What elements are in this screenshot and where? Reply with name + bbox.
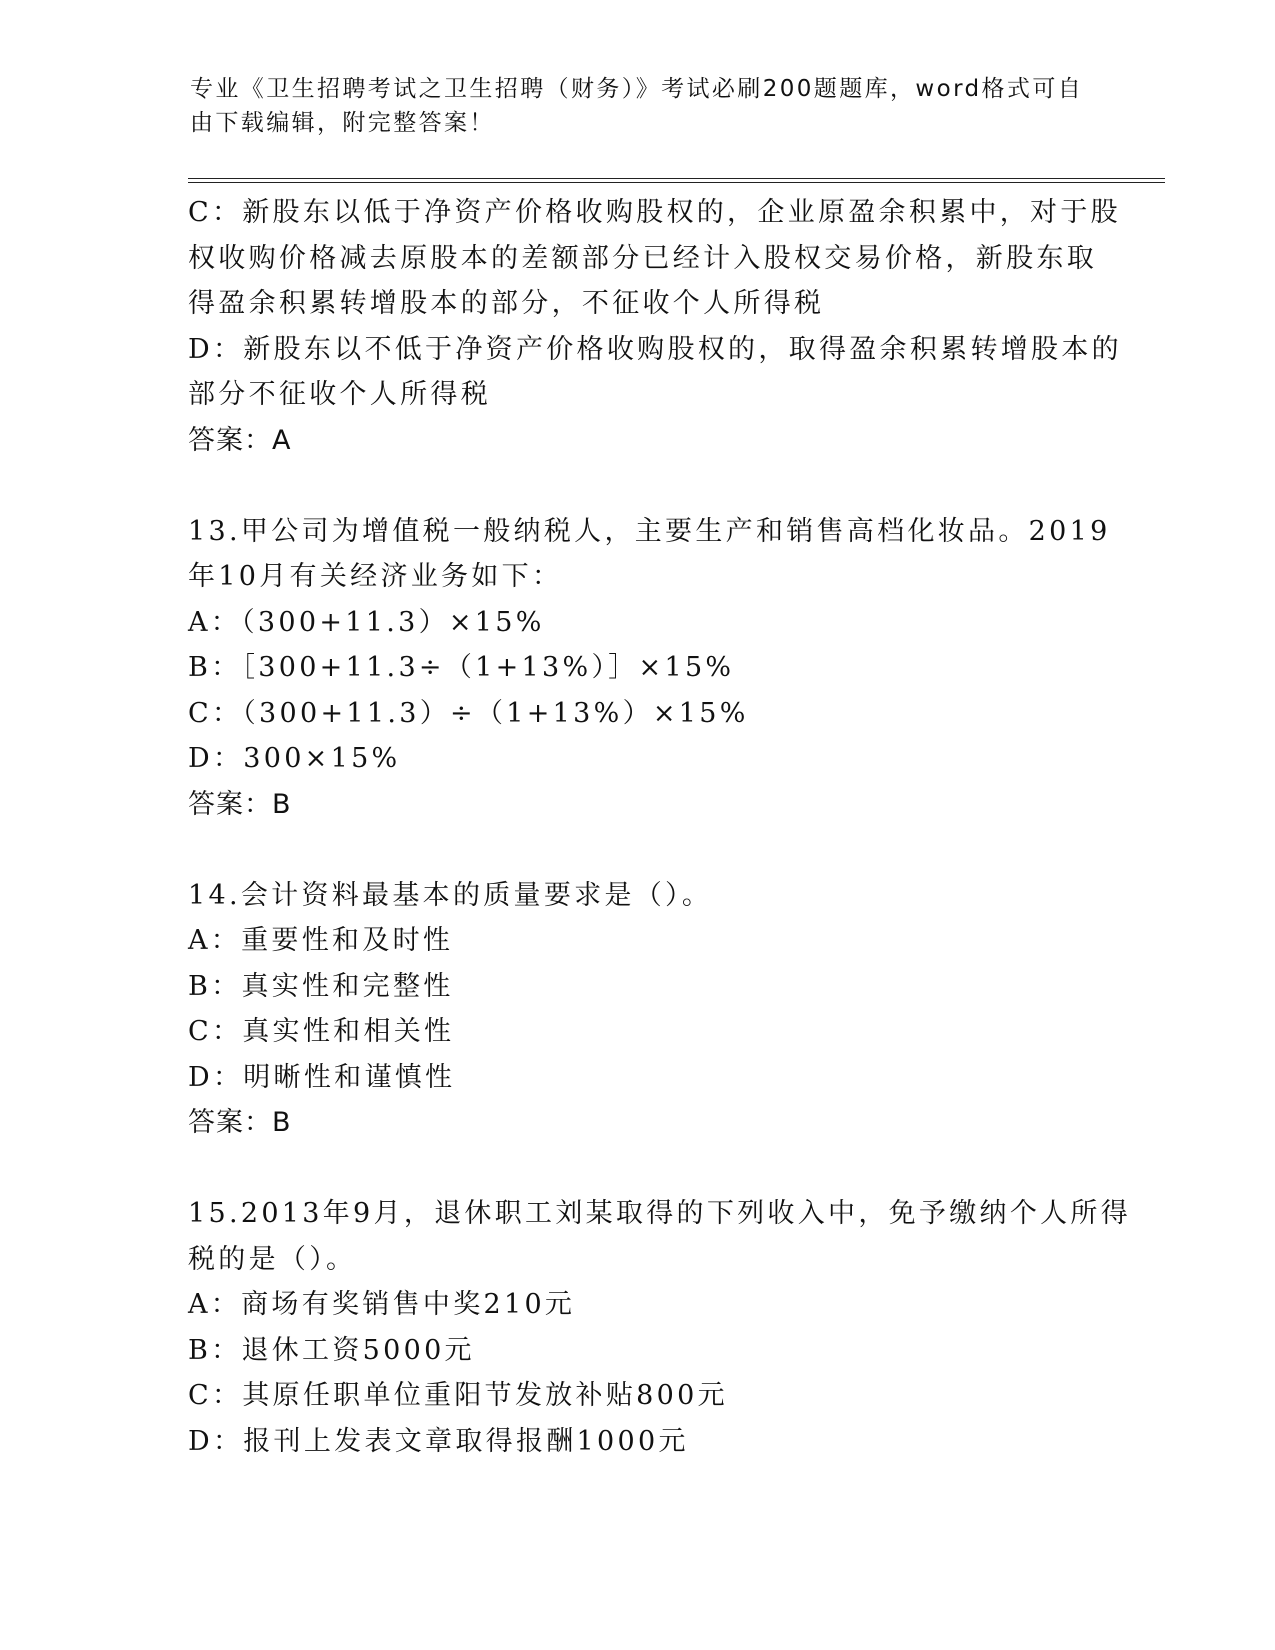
- option-d: D：报刊上发表文章取得报酬1000元: [188, 1425, 689, 1457]
- header-title-line-2: 由下载编辑，附完整答案！: [190, 110, 495, 136]
- option-c-line-3: 得盈余积累转增股本的部分，不征收个人所得税: [188, 288, 825, 319]
- question-stem-line-1: 15.2013年9月，退休职工刘某取得的下列收入中，免予缴纳个人所得: [188, 1198, 1132, 1229]
- question-list: [188, 190, 1132, 1464]
- question-15: [188, 1191, 1132, 1464]
- question-13: [188, 509, 1111, 828]
- question-stem-line-2: 税的是（）。: [188, 1243, 357, 1275]
- option-c: C：真实性和相关性: [188, 1016, 455, 1047]
- question-12-continued: [188, 190, 1122, 463]
- question-stem-line-1: 13.甲公司为增值税一般纳税人，主要生产和销售高档化妆品。2019: [188, 515, 1111, 547]
- option-a: A：重要性和及时性: [188, 925, 454, 956]
- option-d-line-1: D：新股东以不低于净资产价格收购股权的，取得盈余积累转增股本的: [188, 333, 1122, 365]
- option-b: B：真实性和完整性: [188, 970, 454, 1002]
- question-stem-line-1: 14.会计资料最基本的质量要求是（）。: [188, 879, 713, 911]
- header-title-line-1: 专业《卫生招聘考试之卫生招聘（财务）》考试必刷200题题库，word格式可自: [190, 76, 1084, 102]
- answer-line: 答案：A: [188, 424, 292, 456]
- spacer: [188, 463, 1088, 509]
- option-a: A：（300+11.3）×15%: [188, 606, 545, 638]
- option-a: A：商场有奖销售中奖210元: [188, 1289, 576, 1320]
- option-c-line-2: 权收购价格减去原股本的差额部分已经计入股权交易价格，新股东取: [188, 242, 1097, 274]
- option-d-line-2: 部分不征收个人所得税: [188, 379, 491, 410]
- option-b: B：［300+11.3÷（1+13%）］×15%: [188, 652, 735, 683]
- option-c-line-1: C：新股东以低于净资产价格收购股权的，企业原盈余积累中，对于股: [188, 197, 1121, 228]
- option-d: D：明晰性和谨慎性: [188, 1061, 456, 1093]
- question-14: [188, 873, 1088, 1146]
- header-divider: [188, 178, 1165, 183]
- option-d: D：300×15%: [188, 743, 401, 774]
- question-stem-line-2: 年10月有关经济业务如下：: [188, 561, 563, 592]
- document-header: [190, 72, 1090, 140]
- option-c: C：（300+11.3）÷（1+13%）×15%: [188, 697, 749, 729]
- option-b: B：退休工资5000元: [188, 1334, 475, 1366]
- option-c: C：其原任职单位重阳节发放补贴800元: [188, 1380, 728, 1411]
- spacer: [188, 827, 1088, 873]
- spacer: [188, 1146, 1088, 1192]
- answer-line: 答案：B: [188, 788, 292, 820]
- answer-line: 答案：B: [188, 1107, 292, 1138]
